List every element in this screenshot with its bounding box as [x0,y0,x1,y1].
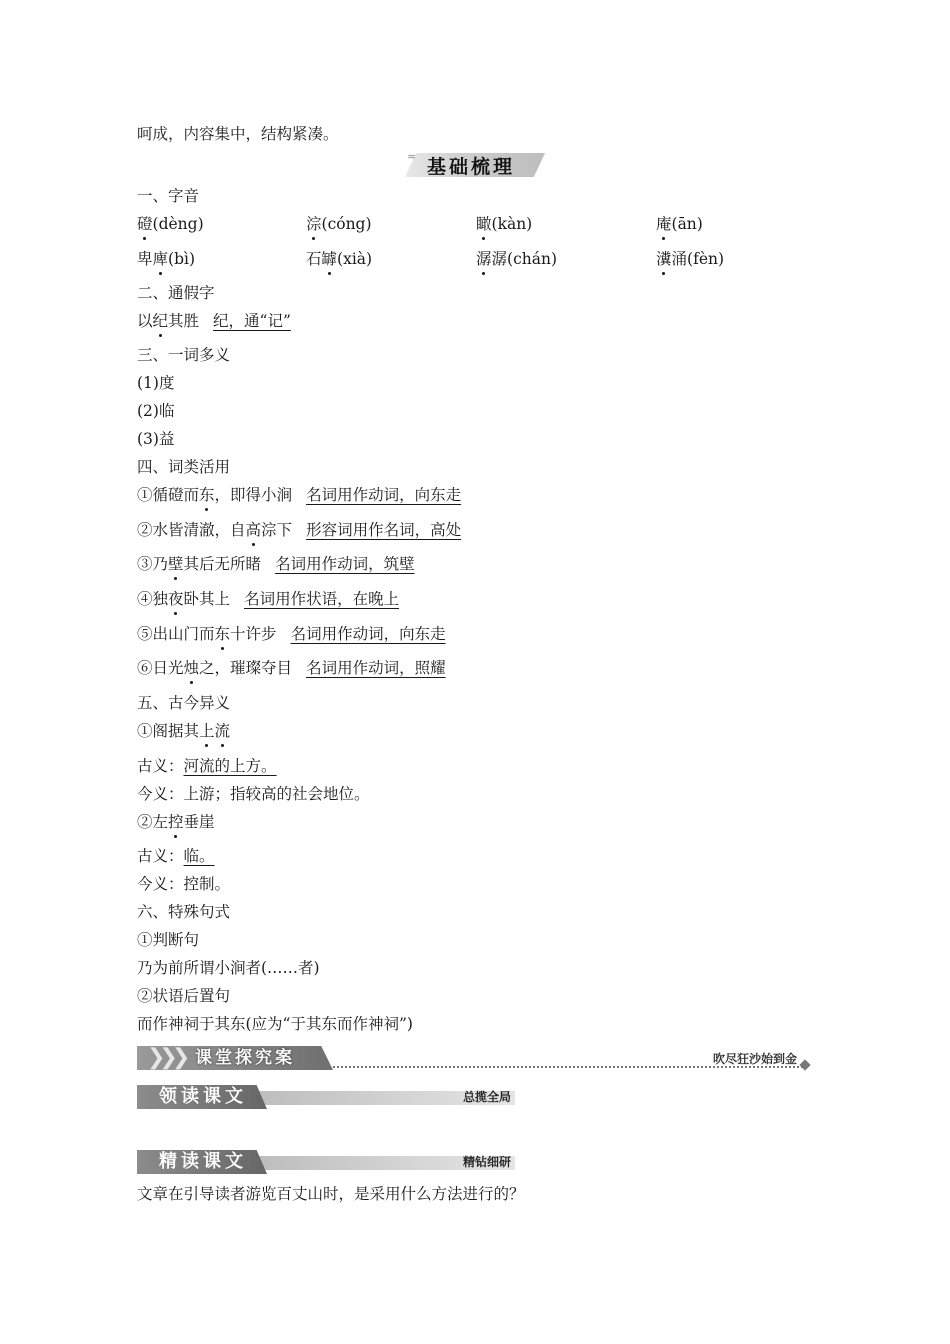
lingdu-subtitle: 总揽全局 [462,1090,511,1104]
ziyin-item: 淙(cóng) [306,215,372,233]
banner-title: 基础梳理 [427,156,516,178]
cilei-answer: 名词用作动词，向东走 [306,486,462,504]
gujin-gu-1: 古义：河流的上方。 [137,757,277,775]
jushi-item-text: 而作神祠于其东(应为“于其东而作神祠”) [137,1015,413,1033]
cilei-item: ③乃壁其后无所睹 名词用作动词，筑壁 [137,555,415,573]
gujin-answer: 临。 [183,847,215,865]
gujin-gu-2: 古义：临。 [137,847,215,865]
gujin-item-2: ②左控垂崖 [137,813,215,831]
chevrons-icon: ❯❯❯ [147,1045,185,1070]
gujin-jin-2: 今义：控制。 [137,875,231,893]
jichu-banner [405,150,545,180]
cilei-item: ②水皆清澈，自高淙下 形容词用作名词，高处 [137,521,462,539]
tongjia-answer: 纪，通“记” [213,312,291,330]
ketang-section-bar [137,1046,809,1074]
ziyin-item: 瀵涌(fèn) [656,250,725,268]
yici-item: (2)临 [137,402,175,420]
ziyin-item: 石罅(xià) [306,250,373,268]
jushi-heading: 六、特殊句式 [137,903,231,921]
yici-item: (1)度 [137,374,175,392]
cilei-answer: 名词用作动词，筑壁 [275,555,415,573]
tongjia-heading: 二、通假字 [137,284,215,302]
banner-deco-icon: ≈ [407,150,417,163]
cilei-answer: 形容词用作名词，高处 [306,521,462,539]
ziyin-item: 潺潺(chán) [476,250,558,268]
ketang-motto: 吹尽狂沙始到金 [712,1052,797,1066]
gujin-item-1: ①阁据其上流 [137,722,231,740]
jingdu-title: 精读课文 [159,1151,247,1172]
intro-tail-text: 呵成，内容集中，结构紧凑。 [137,125,339,143]
ziyin-item: 卑庳(bì) [137,250,196,268]
jushi-item-title: ①判断句 [137,931,200,949]
ketang-title: 课堂探究案 [195,1048,295,1068]
yici-item: (3)益 [137,430,175,448]
ziyin-item: 磴(dèng) [137,215,204,233]
diamond-icon [799,1059,810,1070]
cilei-answer: 名词用作动词，照耀 [306,659,446,677]
yici-heading: 三、一词多义 [137,346,231,364]
cilei-item: ④独夜卧其上 名词用作状语，在晚上 [137,590,400,608]
cilei-item: ⑤出山门而东十许步 名词用作动词，向东走 [137,625,446,643]
cilei-answer: 名词用作动词，向东走 [290,625,446,643]
cilei-heading: 四、词类活用 [137,458,231,476]
cilei-answer: 名词用作状语，在晚上 [244,590,400,608]
gujin-answer: 河流的上方。 [183,757,277,775]
jingdu-section-bar [137,1150,515,1174]
jushi-item-text: 乃为前所谓小涧者(……者) [137,959,320,977]
lingdu-section-bar [137,1085,515,1109]
cilei-item: ①循磴而东，即得小涧 名词用作动词，向东走 [137,486,462,504]
ziyin-item: 庵(ān) [656,215,703,233]
jushi-item-title: ②状语后置句 [137,987,231,1005]
cilei-item: ⑥日光烛之，璀璨夺目 名词用作动词，照耀 [137,659,446,677]
gujin-jin-1: 今义：上游；指较高的社会地位。 [137,785,370,803]
gujin-heading: 五、古今异义 [137,694,231,712]
tongjia-item: 以纪其胜 纪，通“记” [137,312,291,330]
lingdu-title: 领读课文 [159,1086,247,1107]
ziyin-item: 瞰(kàn) [476,215,533,233]
question-text: 文章在引导读者游览百丈山时，是采用什么方法进行的？ [137,1185,525,1203]
ziyin-heading: 一、字音 [137,187,200,205]
jingdu-subtitle: 精钻细研 [462,1155,511,1169]
